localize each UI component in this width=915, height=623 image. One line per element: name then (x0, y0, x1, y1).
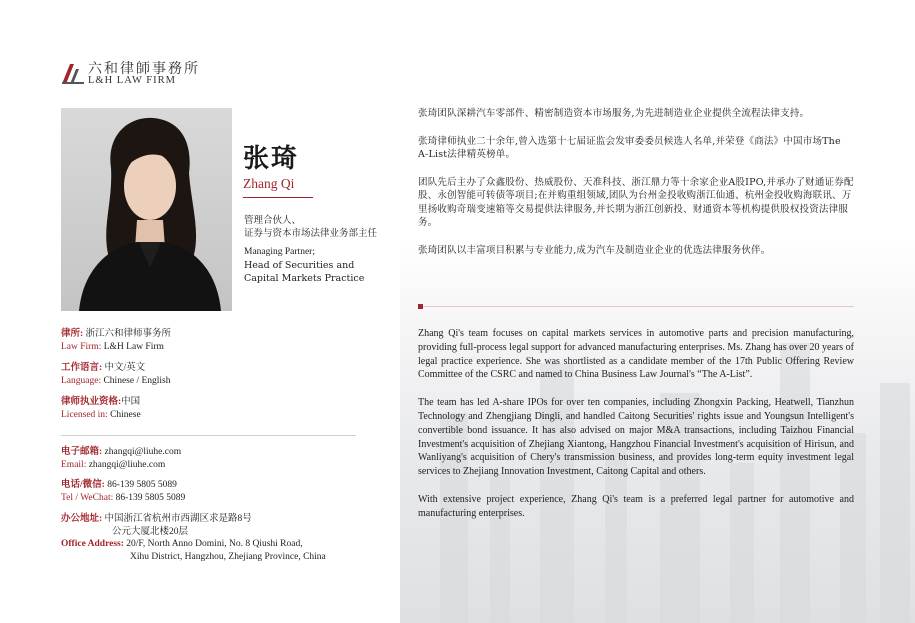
bio-en-paragraph: The team has led A-share IPOs for over ten companies, including Zhongxin Packing, Heatwell, Tianzhun Technology and Zhengjiang Dingli, and handled Caitong Securities' rights issue and Youngsun Intelligent's convertible bond issuance. It has also advised on major M&A transactions, including Taizhou Financial Investment's acquisition of Zhejiang Xiantong, Hangzhou Financial Investment's acquisition of Hirisun, and Wanliyang's acquisition of Chery's transmission business, and provides long-term equity investment legal services to Zhejiang Innovation Investment, Caitong Capital and others. (418, 397, 854, 478)
info-value: 中国浙江省杭州市西湖区求是路8号 (102, 514, 252, 524)
info-label: Law Firm: (61, 341, 102, 352)
info-value: Chinese / English (101, 375, 171, 386)
bio-en-paragraph: Zhang Qi's team focuses on capital markets services in automotive parts and precision manufacturing, providing full-process legal support for advanced manufacturing enterprises. Ms. Zhang has over 20 years of legal practice experience. She was shortlisted as a candidate member of the 17th Public Offering Review Committee of the CSRC and named to China Business Law Journal's “The A-List”. (418, 328, 854, 381)
info-label: 律所: (61, 329, 84, 339)
title-en-line: Managing Partner; (244, 247, 315, 257)
info-label: Language: (61, 375, 102, 386)
info-label: 电子邮箱: (61, 447, 103, 457)
title-cn-line: 管理合伙人、 (244, 215, 302, 226)
info-value: 中国 (121, 397, 141, 407)
info-value: 86-139 5805 5089 (113, 492, 186, 503)
info-value: 浙江六和律师事务所 (83, 329, 172, 339)
info-email (61, 446, 181, 471)
bio-divider (418, 306, 854, 307)
info-language (61, 362, 171, 387)
info-value: 公元大厦北楼20层 (112, 526, 189, 537)
info-address (61, 513, 326, 563)
bio-cn-paragraph: 张琦团队深耕汽车零部件、精密制造资本市场服务,为先进制造业企业提供全流程法律支持。 (418, 108, 810, 119)
info-label: 电话/微信: (61, 480, 105, 490)
firm-name-en: L&H LAW FIRM (88, 75, 176, 86)
divider-accent-dot (418, 304, 423, 309)
info-license (61, 396, 141, 421)
info-value: 中文/英文 (102, 363, 146, 373)
firm-logo-icon (60, 60, 86, 86)
title-en-line: Capital Markets Practice (244, 273, 365, 284)
bio-en (418, 327, 854, 535)
info-divider (61, 435, 356, 436)
info-phone (61, 479, 185, 504)
bio-cn-paragraph: 张琦律师执业二十余年,曾入选第十七届证监会发审委委员候选人名单,并荣登《商法》中国市场The A-List法律精英榜单。 (418, 135, 841, 160)
bio-cn (418, 107, 854, 271)
info-label: Tel / WeChat: (61, 492, 114, 503)
info-value: Xihu District, Hangzhou, Zhejiang Province, China (130, 551, 326, 562)
name-divider (243, 197, 313, 198)
title-cn-line: 证券与资本市场法律业务部主任 (244, 228, 378, 239)
info-label: 办公地址: (61, 514, 103, 524)
person-name-en: Zhang Qi (243, 176, 295, 191)
firm-name-cn: 六和律師事務所 (88, 61, 200, 77)
info-label: 律师执业资格: (61, 397, 122, 407)
title-en-line: Head of Securities and (244, 260, 355, 271)
bio-en-paragraph: With extensive project experience, Zhang Qi's team is a preferred legal partner for automotive and manufacturing enterprises. (418, 493, 854, 519)
info-value: L&H Law Firm (101, 341, 164, 352)
portrait-illustration (61, 108, 232, 311)
info-label: 工作语言: (61, 363, 103, 373)
info-label: Office Address: (61, 539, 124, 549)
email-link[interactable]: zhangqi@liuhe.com (102, 447, 182, 457)
info-value: Chinese (107, 409, 141, 420)
bio-cn-paragraph: 张琦团队以丰富项目积累与专业能力,成为汽车及制造业企业的优选法律服务伙伴。 (418, 244, 771, 256)
firm-logo (60, 60, 260, 92)
info-value: 20/F, North Anno Domini, No. 8 Qiushi Road, (123, 539, 303, 549)
portrait-photo (61, 108, 232, 311)
info-label: Licensed in: (61, 409, 108, 420)
info-law-firm (61, 328, 171, 353)
info-value: 86-139 5805 5089 (104, 480, 177, 490)
email-link[interactable]: zhangqi@liuhe.com (86, 459, 166, 470)
person-name-cn: 张琦 (243, 144, 300, 174)
info-label: Email: (61, 459, 87, 470)
person-title (244, 214, 377, 285)
bio-cn-paragraph: 团队先后主办了众鑫股份、热威股份、天准科技、浙江鼎力等十余家企业A股IPO,并承办了财通证券配股、永创智能可转债等项目;在并购重组领域,团队为台州金投收购浙江仙通、杭州金投收购海联讯、万里扬收购奇瑞变速箱等交易提供法律服务,并长期为浙江创新投、财通资本等机构提供股权投资法律服务。 (418, 176, 854, 228)
